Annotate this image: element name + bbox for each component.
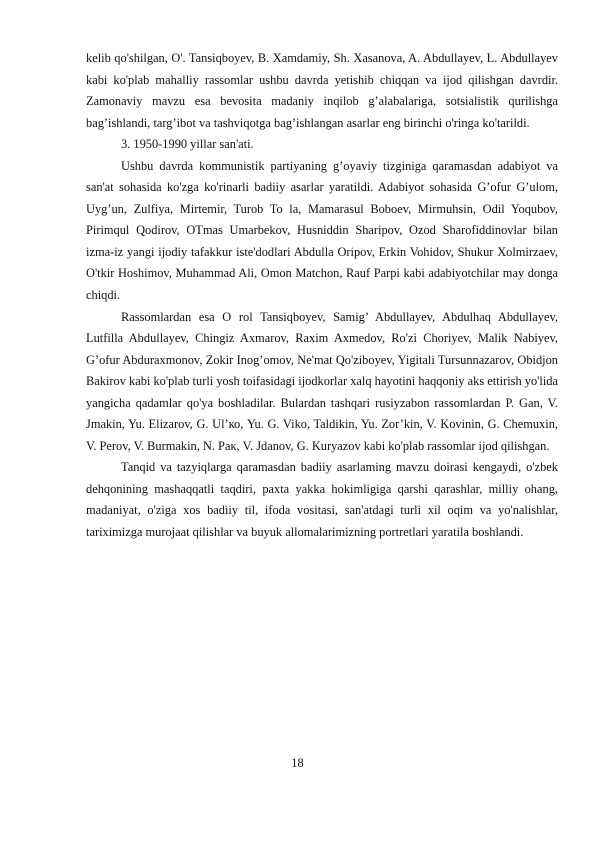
document-body — [86, 48, 558, 544]
section-heading: 3. 1950-1990 yillar san'ati. — [121, 137, 254, 152]
paragraph-artists: Rassomlardan esa O rol Tansiqboyev, Samig’ Abdullayev, Abdulhaq Abdullayev, Lutfilla Abdullayev, Chingiz Axmarov, Raxim Axmedov, Ro'zi Choriyev, Malik Nabiyev, G’ofur Abduraxmonov, Zokir Inog’omov, Ne'mat Qo'ziboyev, Yigitali Tursunnazarov, Obidjon Bakirov kabi ko'plab turli yosh toifasidagi ijodkorlar xalq hayotini haqqoniy aks ettirish yo'lida yangicha qadamlar qo'ya boshladilar. Bulardan tashqari rusiyzabon rassomlardan P. Gan, V. Jmakin, Yu. Elizarov, G. Ul’ко, Yu. G. Viko, Taldikin, Yu. Zor’kin, V. Kovinin, G. Chemuxin, V. Perov, V. Burmakin, N. Рак, V. Jdanov, G. Kuryazov kabi ko'plab rassomlar ijod qilishgan. — [86, 309, 558, 453]
paragraph-continuation: kelib qo'shilgan, O'. Tansiqboyev, B. Xamdamiy, Sh. Xasanova, A. Abdullayev, L. Abdullayev kabi ko'plab mahalliy rassomlar ushbu davrda yetishib chiqqan va ijod qilishgan davrdir. Zamonaviy mavzu esa bevosita madaniy inqilob g’alabalariga, sotsialistik qurilishga bag’ishlandi, targ’ibot va tashviqotga bag’ishlangan asarlar eng birinchi o'ringa ko'tarildi. — [86, 51, 558, 130]
page-number: 18 — [291, 756, 304, 770]
paragraph-literature: Ushbu davrda kommunistik partiyaning g’oyaviy tizginiga qaramasdan adabiyot va san'at sohasida ko'zga ko'rinarli badiiy asarlar yaratildi. Adabiyot sohasida G’ofur G’ulom, Uyg’un, Zulfiya, Mirtemir, Turob To la, Mamarasul Boboev, Mirmuhsin, Odil Yoqubov, Pirimqul Qodirov, OTmas Umarbekov, Husniddin Sharipov, Ozod Sharofiddinovlar bilan izma-iz yangi ijodiy tafakkur iste'dodlari Abdulla Oripov, Erkin Vohidov, Shukur Xolmirzaev, O'tkir Hoshimov, Muhammad Ali, Omon Matchon, Rauf Parpi kabi adabiyotchilar may donga chiqdi. — [86, 158, 558, 303]
paragraph-themes: Tanqid va tazyiqlarga qaramasdan badiiy asarlaming mavzu doirasi kengaydi, o'zbek dehqonining mashaqqatli taqdiri, paxta yakka hokimligiga qarshi qarashlar, milliy ohang, madaniyat, o'ziga xos badiiy til, ifoda vositasi, san'atdagi turli xil oqim va yo'nalishlar, tariximizga murojaat qilishlar va buyuk allomalarimizning portretlari yaratila boshlandi. — [86, 460, 558, 540]
